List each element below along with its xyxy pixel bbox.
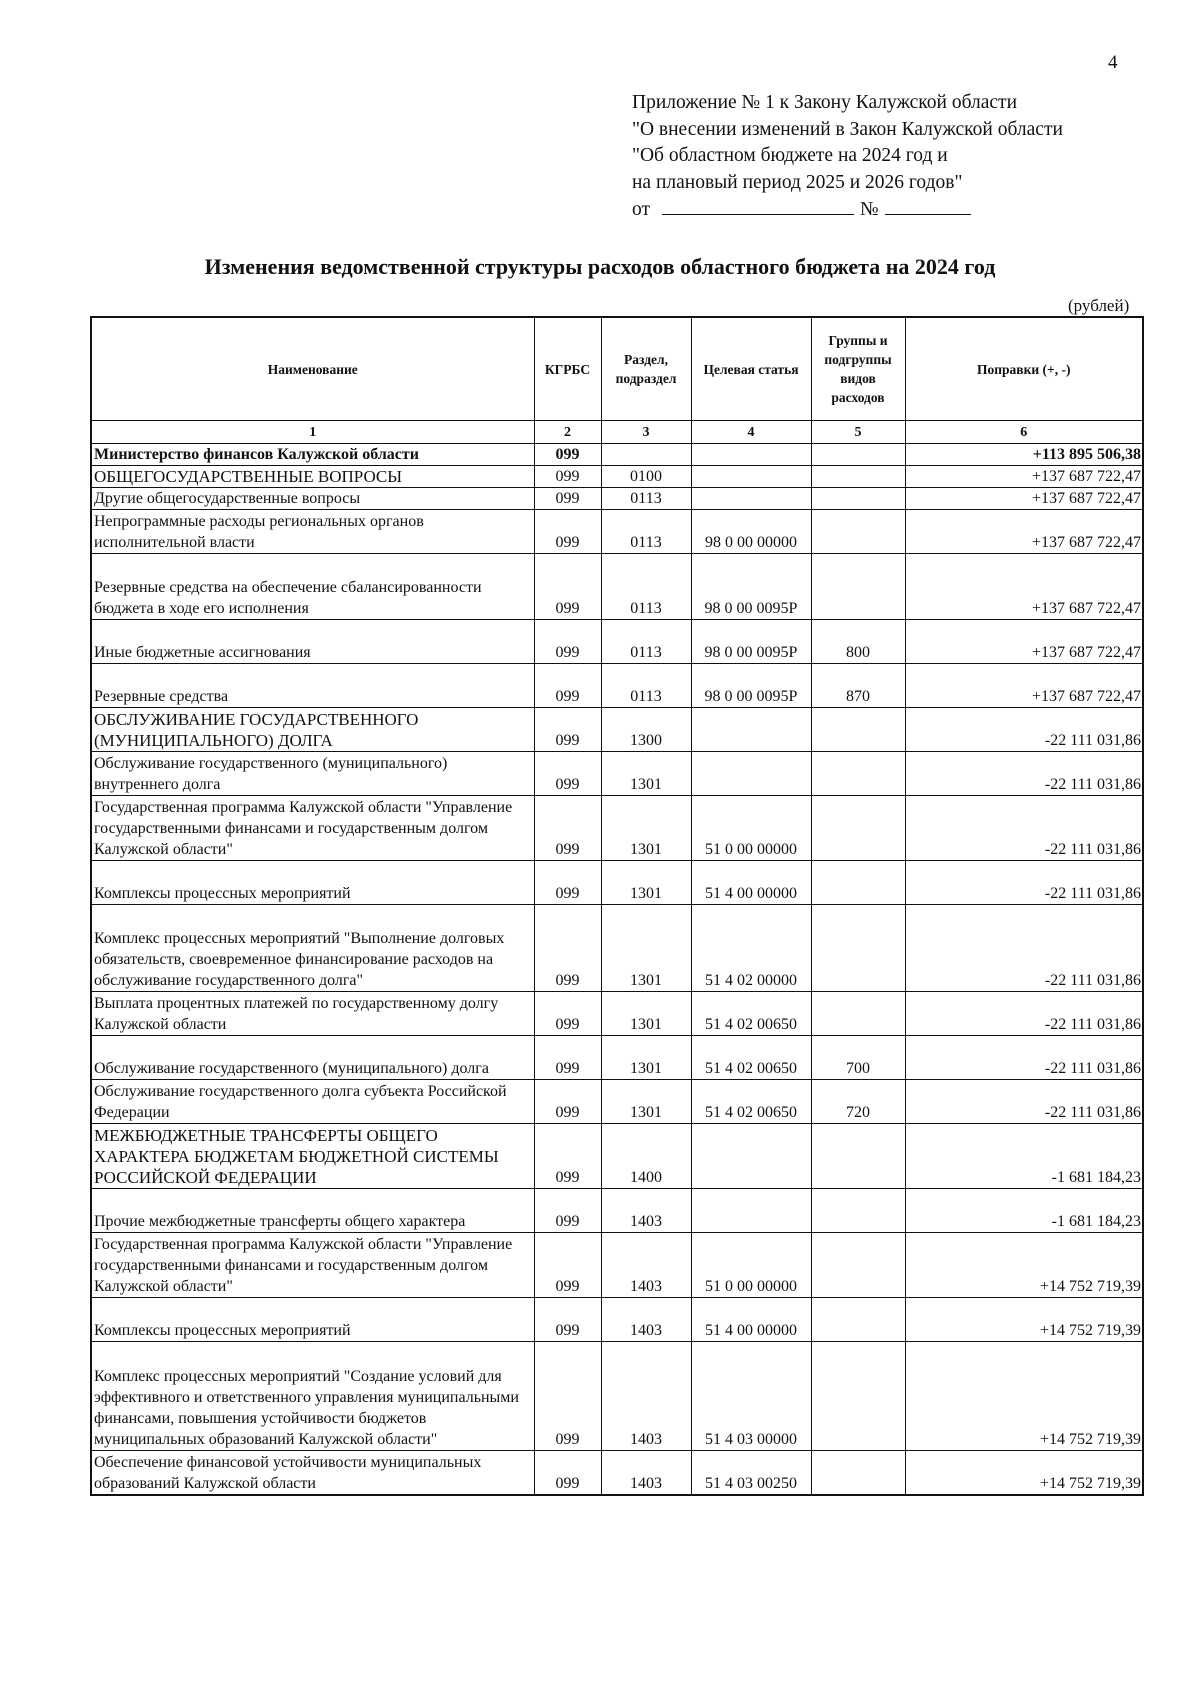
cell-target <box>691 708 811 752</box>
cell-name: Прочие межбюджетные трансферты общего характера <box>91 1189 534 1233</box>
cell-name: ОБЩЕГОСУДАРСТВЕННЫЕ ВОПРОСЫ <box>91 466 534 488</box>
table-row <box>91 1080 1143 1124</box>
cell-name: МЕЖБЮДЖЕТНЫЕ ТРАНСФЕРТЫ ОБЩЕГО ХАРАКТЕРА БЮДЖЕТАМ БЮДЖЕТНОЙ СИСТЕМЫ РОССИЙСКОЙ ФЕДЕРАЦИИ <box>91 1124 534 1189</box>
cell-name: ОБСЛУЖИВАНИЕ ГОСУДАРСТВЕННОГО (МУНИЦИПАЛЬНОГО) ДОЛГА <box>91 708 534 752</box>
cell-section: 0113 <box>601 554 691 620</box>
table-row <box>91 1124 1143 1189</box>
cell-amount: +14 752 719,39 <box>905 1451 1143 1495</box>
column-numbers-row <box>91 421 1143 444</box>
cell-amount: -22 111 031,86 <box>905 905 1143 992</box>
cell-kgrbs: 099 <box>534 752 601 796</box>
header-amendments: Поправки (+, -) <box>905 317 1143 421</box>
from-label: от <box>632 199 651 220</box>
cell-amount: +137 687 722,47 <box>905 620 1143 664</box>
cell-section: 1301 <box>601 992 691 1036</box>
cell-kgrbs: 099 <box>534 1189 601 1233</box>
cell-group: 700 <box>811 1036 905 1080</box>
cell-target: 51 4 02 00000 <box>691 905 811 992</box>
cell-group: 720 <box>811 1080 905 1124</box>
cell-group <box>811 444 905 466</box>
table-row <box>91 488 1143 510</box>
cell-amount: +137 687 722,47 <box>905 510 1143 554</box>
cell-kgrbs: 099 <box>534 510 601 554</box>
cell-target: 51 0 00 00000 <box>691 1233 811 1298</box>
cell-group <box>811 554 905 620</box>
table-row <box>91 466 1143 488</box>
table-row <box>91 1233 1143 1298</box>
table-row <box>91 861 1143 905</box>
cell-amount: +137 687 722,47 <box>905 554 1143 620</box>
appendix-line-4: на плановый период 2025 и 2026 годов" <box>632 171 963 193</box>
cell-name: Комплексы процессных мероприятий <box>91 1298 534 1342</box>
cell-target: 51 4 03 00250 <box>691 1451 811 1495</box>
table-row <box>91 510 1143 554</box>
cell-kgrbs: 099 <box>534 796 601 861</box>
header-target: Целевая статья <box>691 317 811 421</box>
cell-target: 51 4 00 00000 <box>691 861 811 905</box>
column-number: 1 <box>91 421 534 444</box>
cell-kgrbs: 099 <box>534 905 601 992</box>
cell-section <box>601 444 691 466</box>
document-title: Изменения ведомственной структуры расходов областного бюджета на 2024 год <box>204 254 996 279</box>
cell-amount: +14 752 719,39 <box>905 1233 1143 1298</box>
cell-group <box>811 1342 905 1451</box>
table-row <box>91 796 1143 861</box>
cell-target <box>691 1124 811 1189</box>
cell-name: Государственная программа Калужской области "Управление государственными финансами и государственным долгом Калужской области" <box>91 796 534 861</box>
column-number: 2 <box>534 421 601 444</box>
cell-section: 1301 <box>601 752 691 796</box>
table-row <box>91 1298 1143 1342</box>
cell-name: Обслуживание государственного (муниципального) долга <box>91 1036 534 1080</box>
header-groups: Группы и подгруппы видов расходов <box>811 317 905 421</box>
appendix-line-1: Приложение № 1 к Закону Калужской области <box>632 92 1018 113</box>
table-row <box>91 708 1143 752</box>
cell-name: Иные бюджетные ассигнования <box>91 620 534 664</box>
appendix-line-2: "О внесении изменений в Закон Калужской области <box>632 118 1063 140</box>
cell-section: 0100 <box>601 466 691 488</box>
cell-target <box>691 1189 811 1233</box>
column-number: 5 <box>811 421 905 444</box>
cell-amount: -22 111 031,86 <box>905 1080 1143 1124</box>
cell-amount: +113 895 506,38 <box>905 444 1143 466</box>
cell-target: 51 4 00 00000 <box>691 1298 811 1342</box>
budget-table <box>90 316 1144 1496</box>
page-number: 4 <box>1108 52 1118 73</box>
cell-section: 1300 <box>601 708 691 752</box>
cell-amount: -1 681 184,23 <box>905 1189 1143 1233</box>
cell-section: 0113 <box>601 664 691 708</box>
cell-section: 1301 <box>601 861 691 905</box>
cell-section: 1403 <box>601 1233 691 1298</box>
table-header-row <box>91 317 1143 421</box>
number-label: № <box>860 199 879 220</box>
cell-target: 51 4 03 00000 <box>691 1342 811 1451</box>
cell-amount: +137 687 722,47 <box>905 664 1143 708</box>
cell-group <box>811 1189 905 1233</box>
table-row <box>91 664 1143 708</box>
cell-name: Государственная программа Калужской области "Управление государственными финансами и государственным долгом Калужской области" <box>91 1233 534 1298</box>
cell-kgrbs: 099 <box>534 554 601 620</box>
cell-amount: +137 687 722,47 <box>905 466 1143 488</box>
cell-group <box>811 796 905 861</box>
table-row <box>91 992 1143 1036</box>
cell-kgrbs: 099 <box>534 1080 601 1124</box>
cell-group <box>811 992 905 1036</box>
cell-target <box>691 488 811 510</box>
cell-name: Обслуживание государственного (муниципального) внутреннего долга <box>91 752 534 796</box>
cell-section: 1403 <box>601 1298 691 1342</box>
cell-group <box>811 510 905 554</box>
table-row <box>91 1451 1143 1495</box>
table-row <box>91 1036 1143 1080</box>
cell-kgrbs: 099 <box>534 466 601 488</box>
header-kgrbs: КГРБС <box>534 317 601 421</box>
cell-name: Выплата процентных платежей по государственному долгу Калужской области <box>91 992 534 1036</box>
table-row <box>91 620 1143 664</box>
number-blank <box>885 196 971 215</box>
appendix-line-date <box>632 196 1172 224</box>
table-row <box>91 1189 1143 1233</box>
cell-target: 51 4 02 00650 <box>691 1036 811 1080</box>
cell-target: 51 4 02 00650 <box>691 992 811 1036</box>
cell-section: 1400 <box>601 1124 691 1189</box>
cell-kgrbs: 099 <box>534 992 601 1036</box>
appendix-line-3: "Об областном бюджете на 2024 год и <box>632 145 948 166</box>
date-blank <box>662 196 854 215</box>
cell-group <box>811 1298 905 1342</box>
cell-kgrbs: 099 <box>534 1298 601 1342</box>
cell-target: 51 4 02 00650 <box>691 1080 811 1124</box>
cell-kgrbs: 099 <box>534 444 601 466</box>
cell-amount: -22 111 031,86 <box>905 752 1143 796</box>
cell-group: 800 <box>811 620 905 664</box>
cell-kgrbs: 099 <box>534 708 601 752</box>
cell-kgrbs: 099 <box>534 1233 601 1298</box>
cell-kgrbs: 099 <box>534 1342 601 1451</box>
cell-section: 1403 <box>601 1451 691 1495</box>
cell-section: 1301 <box>601 1080 691 1124</box>
cell-group <box>811 466 905 488</box>
header-section: Раздел, подраздел <box>601 317 691 421</box>
cell-name: Резервные средства на обеспечение сбалансированности бюджета в ходе его исполнения <box>91 554 534 620</box>
cell-target <box>691 466 811 488</box>
table-row <box>91 444 1143 466</box>
cell-group <box>811 752 905 796</box>
table-row <box>91 752 1143 796</box>
cell-amount: +137 687 722,47 <box>905 488 1143 510</box>
cell-kgrbs: 099 <box>534 620 601 664</box>
cell-target: 51 0 00 00000 <box>691 796 811 861</box>
cell-name: Министерство финансов Калужской области <box>91 444 534 466</box>
cell-name: Непрограммные расходы региональных органов исполнительной власти <box>91 510 534 554</box>
cell-amount: -22 111 031,86 <box>905 861 1143 905</box>
cell-section: 0113 <box>601 510 691 554</box>
table-row <box>91 905 1143 992</box>
cell-name: Комплексы процессных мероприятий <box>91 861 534 905</box>
column-number: 3 <box>601 421 691 444</box>
cell-target: 98 0 00 0095P <box>691 554 811 620</box>
appendix-header <box>632 90 1172 224</box>
cell-amount: -1 681 184,23 <box>905 1124 1143 1189</box>
cell-section: 0113 <box>601 620 691 664</box>
cell-group <box>811 1233 905 1298</box>
cell-target <box>691 444 811 466</box>
cell-name: Комплекс процессных мероприятий "Выполнение долговых обязательств, своевременное финансирование расходов на обслуживание государственного долга" <box>91 905 534 992</box>
cell-kgrbs: 099 <box>534 1124 601 1189</box>
cell-section: 0113 <box>601 488 691 510</box>
cell-section: 1301 <box>601 905 691 992</box>
cell-amount: -22 111 031,86 <box>905 796 1143 861</box>
cell-group <box>811 1451 905 1495</box>
cell-section: 1301 <box>601 1036 691 1080</box>
header-name: Наименование <box>91 317 534 421</box>
cell-amount: -22 111 031,86 <box>905 1036 1143 1080</box>
cell-section: 1301 <box>601 796 691 861</box>
cell-name: Другие общегосударственные вопросы <box>91 488 534 510</box>
cell-kgrbs: 099 <box>534 664 601 708</box>
cell-name: Комплекс процессных мероприятий "Создание условий для эффективного и ответственного управления муниципальными финансами, повышения устойчивости бюджетов муниципальных образований Калужской области" <box>91 1342 534 1451</box>
cell-kgrbs: 099 <box>534 861 601 905</box>
cell-target: 98 0 00 0095P <box>691 664 811 708</box>
cell-group <box>811 1124 905 1189</box>
cell-target <box>691 752 811 796</box>
cell-kgrbs: 099 <box>534 488 601 510</box>
cell-group: 870 <box>811 664 905 708</box>
cell-group <box>811 905 905 992</box>
units-label: (рублей) <box>1068 296 1130 315</box>
cell-group <box>811 488 905 510</box>
cell-name: Обслуживание государственного долга субъекта Российской Федерации <box>91 1080 534 1124</box>
cell-kgrbs: 099 <box>534 1036 601 1080</box>
column-number: 4 <box>691 421 811 444</box>
cell-group <box>811 708 905 752</box>
cell-kgrbs: 099 <box>534 1451 601 1495</box>
cell-name: Резервные средства <box>91 664 534 708</box>
cell-amount: +14 752 719,39 <box>905 1342 1143 1451</box>
column-number: 6 <box>905 421 1143 444</box>
cell-name: Обеспечение финансовой устойчивости муниципальных образований Калужской области <box>91 1451 534 1495</box>
table-row <box>91 554 1143 620</box>
cell-amount: +14 752 719,39 <box>905 1298 1143 1342</box>
cell-target: 98 0 00 0095P <box>691 620 811 664</box>
table-row <box>91 1342 1143 1451</box>
cell-section: 1403 <box>601 1342 691 1451</box>
cell-group <box>811 861 905 905</box>
cell-amount: -22 111 031,86 <box>905 992 1143 1036</box>
cell-amount: -22 111 031,86 <box>905 708 1143 752</box>
cell-target: 98 0 00 00000 <box>691 510 811 554</box>
cell-section: 1403 <box>601 1189 691 1233</box>
